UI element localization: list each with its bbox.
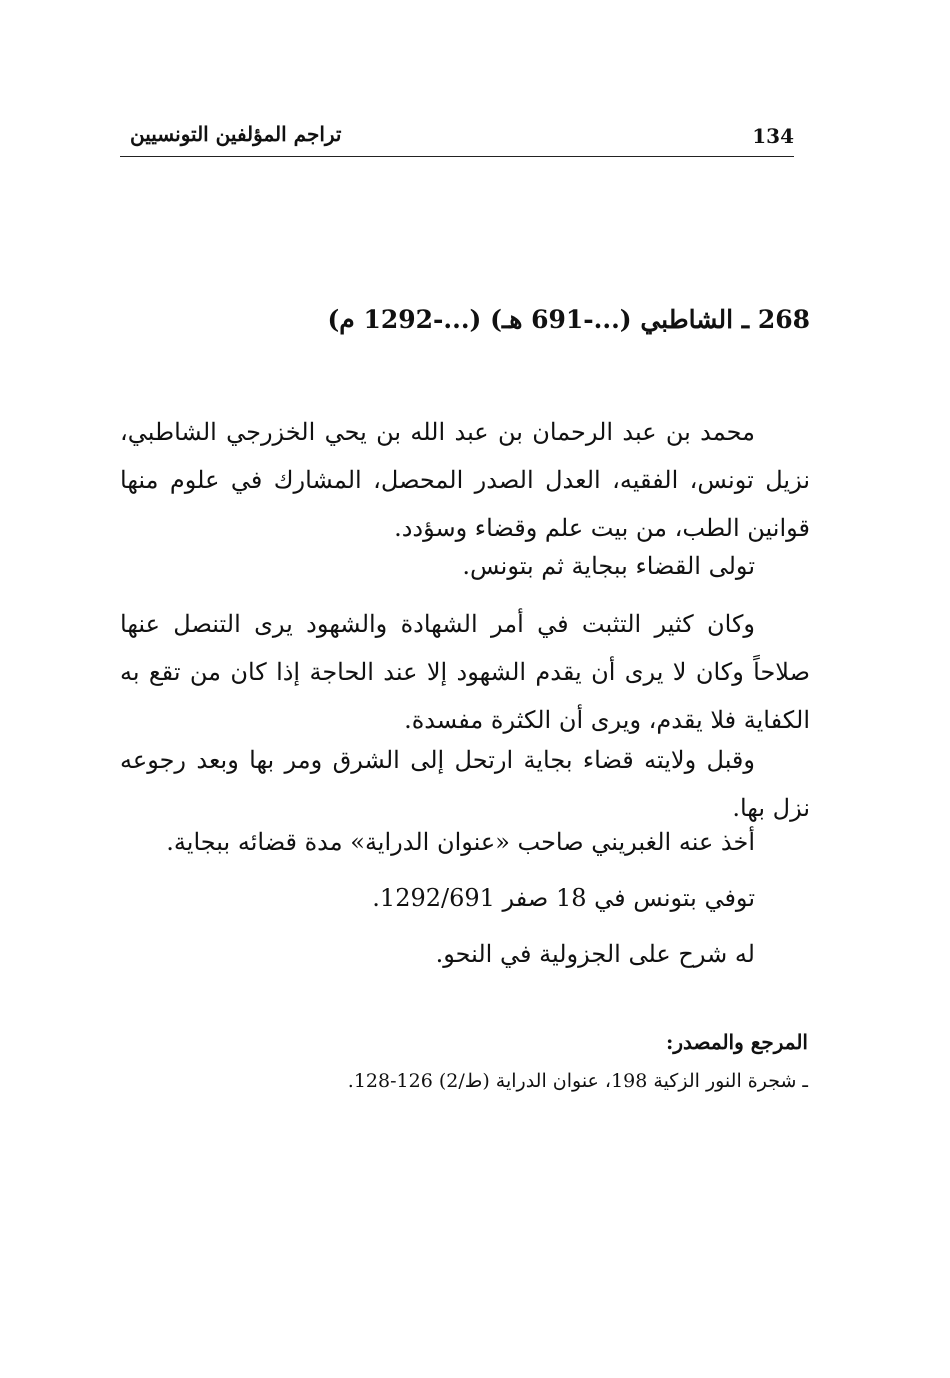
entry-paragraph-2: تولى القضاء ببجاية ثم بتونس. (462, 552, 755, 580)
entry-paragraph-4: وقبل ولايته قضاء بجاية ارتحل إلى الشرق ومر بها وبعد رجوعه نزل بها. (120, 746, 810, 822)
references-heading: المرجع والمصدر: (666, 1030, 808, 1054)
running-title: تراجم المؤلفين التونسيين (130, 122, 342, 146)
entry-title: 268 ـ الشاطبي (...-691 هـ) (...-1292 م) (327, 305, 810, 334)
entry-line-7: له شرح على الجزولية في النحو. (435, 940, 755, 968)
entry-paragraph-3: وكان كثير التثبت في أمر الشهادة والشهود يرى التنصل عنها صلاحاً وكان لا يرى أن يقدم الشهود إلا عند الحاجة إذا كان من تقع به الكفاية فلا يقدم، ويرى أن الكثرة مفسدة. (120, 610, 810, 734)
entry-line-6: توفي بتونس في 18 صفر 1292/691. (372, 884, 755, 912)
page-number: 134 (752, 124, 794, 148)
page-header (120, 120, 794, 157)
entry-paragraph-1: محمد بن عبد الرحمان بن عبد الله بن يحي الخزرجي الشاطبي، نزيل تونس، الفقيه، العدل الصدر المحصل، المشارك في علوم منها قوانين الطب، من بيت علم وقضاء وسؤدد. (120, 418, 810, 542)
entry-line-5: أخذ عنه الغبريني صاحب «عنوان الدراية» مدة قضائه ببجاية. (166, 828, 755, 856)
reference-item: ـ شجرة النور الزكية 198، عنوان الدراية (ط/2) 126-128. (347, 1070, 808, 1092)
